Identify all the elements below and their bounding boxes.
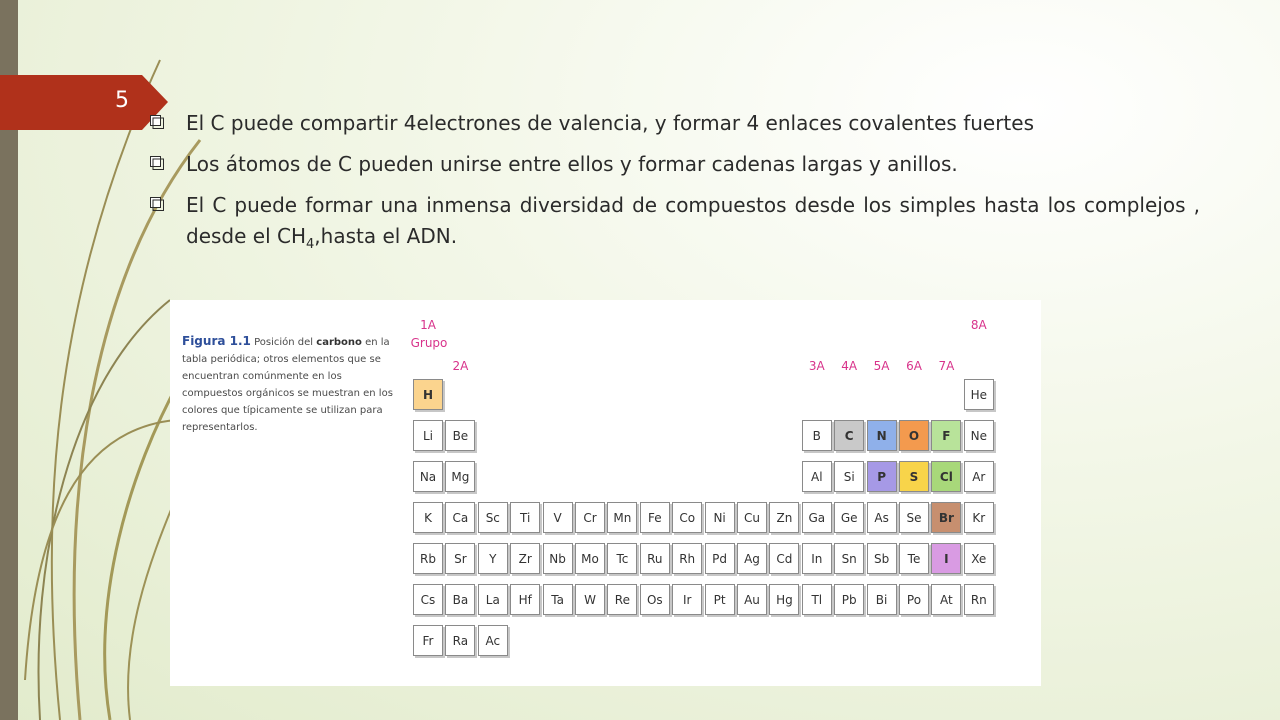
element-cell-ta: Ta bbox=[543, 584, 573, 615]
element-cell-cl: Cl bbox=[931, 461, 961, 492]
element-cell-sb: Sb bbox=[867, 543, 897, 574]
element-cell-na: Na bbox=[413, 461, 443, 492]
element-cell-mg: Mg bbox=[445, 461, 475, 492]
element-cell-w: W bbox=[575, 584, 605, 615]
element-cell-as: As bbox=[867, 502, 897, 533]
group-label-5a: 5A bbox=[873, 359, 890, 373]
element-cell-c: C bbox=[834, 420, 864, 451]
element-cell-rh: Rh bbox=[672, 543, 702, 574]
element-cell-sr: Sr bbox=[445, 543, 475, 574]
element-cell-rb: Rb bbox=[413, 543, 443, 574]
element-cell-s: S bbox=[899, 461, 929, 492]
element-cell-ra: Ra bbox=[445, 625, 475, 656]
element-cell-te: Te bbox=[899, 543, 929, 574]
element-cell-re: Re bbox=[607, 584, 637, 615]
caption-bold: carbono bbox=[316, 337, 362, 348]
slide-number: 5 bbox=[115, 88, 129, 113]
element-cell-at: At bbox=[931, 584, 961, 615]
element-cell-y: Y bbox=[478, 543, 508, 574]
element-cell-sc: Sc bbox=[478, 502, 508, 533]
element-cell-br: Br bbox=[931, 502, 961, 533]
bullet-list bbox=[148, 108, 1200, 270]
caption-post: en la tabla periódica; otros elementos que se encuentran comúnmente en los compuestos orgánicos se muestran en los colores que típicamente se utilizan para representarlos. bbox=[182, 337, 393, 433]
group-label-2a: 2A bbox=[452, 359, 469, 373]
element-cell-os: Os bbox=[640, 584, 670, 615]
element-cell-ru: Ru bbox=[640, 543, 670, 574]
element-cell-tc: Tc bbox=[607, 543, 637, 574]
figure-caption bbox=[182, 333, 394, 436]
element-cell-hf: Hf bbox=[510, 584, 540, 615]
periodic-table-figure bbox=[170, 300, 1041, 686]
element-cell-ba: Ba bbox=[445, 584, 475, 615]
bullet-text: El C puede formar una inmensa diversidad de compuestos desde los simples hasta los complejos , desde el CH bbox=[186, 193, 1200, 248]
group-label-6a: 6A bbox=[906, 359, 922, 373]
group-label-7a: 7A bbox=[938, 359, 955, 373]
bullet-item bbox=[148, 190, 1200, 260]
element-cell-se: Se bbox=[899, 502, 929, 533]
element-cell-fe: Fe bbox=[640, 502, 670, 533]
element-cell-ir: Ir bbox=[672, 584, 702, 615]
element-cell-zr: Zr bbox=[510, 543, 540, 574]
element-cell-h: H bbox=[413, 379, 443, 410]
element-cell-ti: Ti bbox=[510, 502, 540, 533]
element-cell-cd: Cd bbox=[769, 543, 799, 574]
element-cell-ge: Ge bbox=[834, 502, 864, 533]
element-cell-hg: Hg bbox=[769, 584, 799, 615]
element-cell-p: P bbox=[867, 461, 897, 492]
element-cell-f: F bbox=[931, 420, 961, 451]
checkbox-bullet-icon bbox=[150, 156, 164, 170]
bullet-text: El C puede compartir 4electrones de valencia, y formar 4 enlaces covalentes fuertes bbox=[186, 111, 1034, 135]
slide-number-tab bbox=[0, 75, 168, 130]
bullet-item bbox=[148, 149, 1200, 180]
group-label-8a: 8A bbox=[970, 318, 987, 332]
bullet-text: Los átomos de C pueden unirse entre ellos y formar cadenas largas y anillos. bbox=[186, 152, 958, 176]
element-cell-k: K bbox=[413, 502, 443, 533]
group-header: Grupo bbox=[410, 336, 448, 350]
caption-pre: Posición del bbox=[254, 337, 314, 348]
element-cell-he: He bbox=[964, 379, 994, 410]
element-cell-la: La bbox=[478, 584, 508, 615]
element-cell-ag: Ag bbox=[737, 543, 767, 574]
element-cell-nb: Nb bbox=[543, 543, 573, 574]
element-cell-v: V bbox=[543, 502, 573, 533]
group-label-1a: 1A bbox=[420, 318, 436, 332]
element-cell-tl: Tl bbox=[802, 584, 832, 615]
element-cell-o: O bbox=[899, 420, 929, 451]
element-cell-ne: Ne bbox=[964, 420, 994, 451]
element-cell-si: Si bbox=[834, 461, 864, 492]
element-cell-au: Au bbox=[737, 584, 767, 615]
element-cell-fr: Fr bbox=[413, 625, 443, 656]
element-cell-cr: Cr bbox=[575, 502, 605, 533]
group-label-3a: 3A bbox=[808, 359, 825, 373]
element-cell-cs: Cs bbox=[413, 584, 443, 615]
element-cell-ni: Ni bbox=[705, 502, 735, 533]
element-cell-zn: Zn bbox=[769, 502, 799, 533]
element-cell-mn: Mn bbox=[607, 502, 637, 533]
element-cell-ga: Ga bbox=[802, 502, 832, 533]
element-cell-i: I bbox=[931, 543, 961, 574]
element-cell-li: Li bbox=[413, 420, 443, 451]
bullet-text-end: ,hasta el ADN. bbox=[314, 224, 458, 248]
element-cell-rn: Rn bbox=[964, 584, 994, 615]
element-cell-po: Po bbox=[899, 584, 929, 615]
element-cell-co: Co bbox=[672, 502, 702, 533]
subscript-4: 4 bbox=[306, 237, 315, 252]
element-cell-ac: Ac bbox=[478, 625, 508, 656]
checkbox-bullet-icon bbox=[150, 115, 164, 129]
element-cell-n: N bbox=[867, 420, 897, 451]
element-cell-bi: Bi bbox=[867, 584, 897, 615]
element-cell-pt: Pt bbox=[705, 584, 735, 615]
element-cell-al: Al bbox=[802, 461, 832, 492]
element-cell-ca: Ca bbox=[445, 502, 475, 533]
element-cell-sn: Sn bbox=[834, 543, 864, 574]
element-cell-in: In bbox=[802, 543, 832, 574]
element-cell-xe: Xe bbox=[964, 543, 994, 574]
element-cell-pb: Pb bbox=[834, 584, 864, 615]
group-label-4a: 4A bbox=[841, 359, 858, 373]
element-cell-cu: Cu bbox=[737, 502, 767, 533]
figure-title: Figura 1.1 bbox=[182, 334, 251, 348]
bullet-item bbox=[148, 108, 1200, 139]
element-cell-pd: Pd bbox=[705, 543, 735, 574]
element-cell-kr: Kr bbox=[964, 502, 994, 533]
element-cell-mo: Mo bbox=[575, 543, 605, 574]
checkbox-bullet-icon bbox=[150, 197, 164, 211]
element-cell-b: B bbox=[802, 420, 832, 451]
element-cell-ar: Ar bbox=[964, 461, 994, 492]
element-cell-be: Be bbox=[445, 420, 475, 451]
